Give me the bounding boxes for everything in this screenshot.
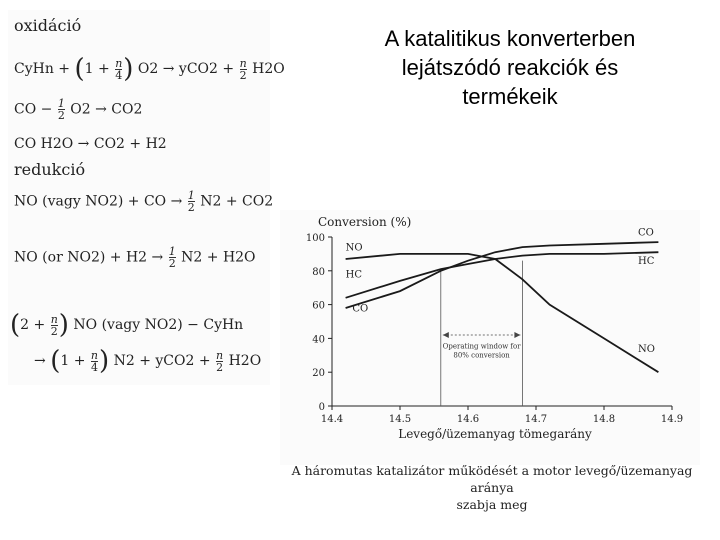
y-tick-label: 80 xyxy=(312,266,325,278)
x-tick-label: 14.5 xyxy=(388,414,412,425)
x-tick-label: 14.8 xyxy=(592,414,616,425)
series-label-hc: HC xyxy=(345,269,362,281)
chart-title: Conversion (%) xyxy=(318,215,412,229)
y-tick-label: 40 xyxy=(312,334,325,346)
y-tick-label: 0 xyxy=(318,402,325,413)
series-line-co xyxy=(346,242,659,308)
series-label-no: NO xyxy=(638,343,655,355)
window-arrowhead-left xyxy=(443,332,449,338)
reaction-equations-panel xyxy=(8,10,285,385)
x-tick-label: 14.4 xyxy=(320,414,344,425)
x-tick-label: 14.9 xyxy=(660,414,684,425)
window-label: Operating window for xyxy=(442,342,521,351)
window-label: 80% conversion xyxy=(453,351,510,360)
equation-oxidation-hydrocarbon: CyHn + (1 + $\frac{n}{4}$ ) O2 → yCO2 + $\frac{n}{2}$ H2O xyxy=(14,54,285,84)
slide-title xyxy=(330,24,690,111)
oxidation-label: oxidáció xyxy=(14,16,82,35)
x-axis-label: Levegő/üzemanyag tömegarány xyxy=(398,427,592,441)
equation-reduction-hydrocarbon: (2 + $\frac{n}{2}$ ) NO (vagy NO2) − CyHn xyxy=(10,310,244,340)
conversion-chart xyxy=(280,210,700,465)
series-label-no: NO xyxy=(345,242,363,254)
x-tick-label: 14.7 xyxy=(524,414,548,425)
conversion-chart-svg xyxy=(280,210,700,465)
series-line-hc xyxy=(346,252,659,298)
equation-reduction-co: NO (vagy NO2) + CO → $\frac{1}{2}$ N2 + CO2 xyxy=(14,189,274,214)
series-label-hc: HC xyxy=(638,256,655,268)
slide-title-line: lejátszódó reakciók és xyxy=(401,55,619,80)
slide-title-line: A katalitikus konverterben xyxy=(384,26,636,51)
slide-title-line: termékeik xyxy=(462,84,558,109)
y-tick-label: 60 xyxy=(312,300,325,312)
equation-oxidation-co: CO − $\frac{1}{2}$ O2 → CO2 xyxy=(14,97,143,122)
equation-reduction-h2: NO (or NO2) + H2 → $\frac{1}{2}$ N2 + H2O xyxy=(14,245,256,270)
series-label-co: CO xyxy=(352,303,369,315)
caption-line: szabja meg xyxy=(456,497,528,512)
caption-line: A háromutas katalizátor működését a motor levegő/üzemanyag aránya xyxy=(291,463,693,495)
equation-water-gas-shift: CO H2O → CO2 + H2 xyxy=(14,136,167,152)
reduction-label: redukció xyxy=(14,160,86,179)
window-arrowhead-right xyxy=(514,332,520,338)
figure-caption xyxy=(282,462,702,513)
x-tick-label: 14.6 xyxy=(456,414,480,425)
y-tick-label: 20 xyxy=(312,368,325,380)
y-tick-label: 100 xyxy=(305,233,325,244)
equation-reduction-products: → (1 + $\frac{n}{4}$ ) N2 + yCO2 + $\frac{n}{2}$ H2O xyxy=(34,346,262,376)
series-label-co: CO xyxy=(638,227,654,239)
